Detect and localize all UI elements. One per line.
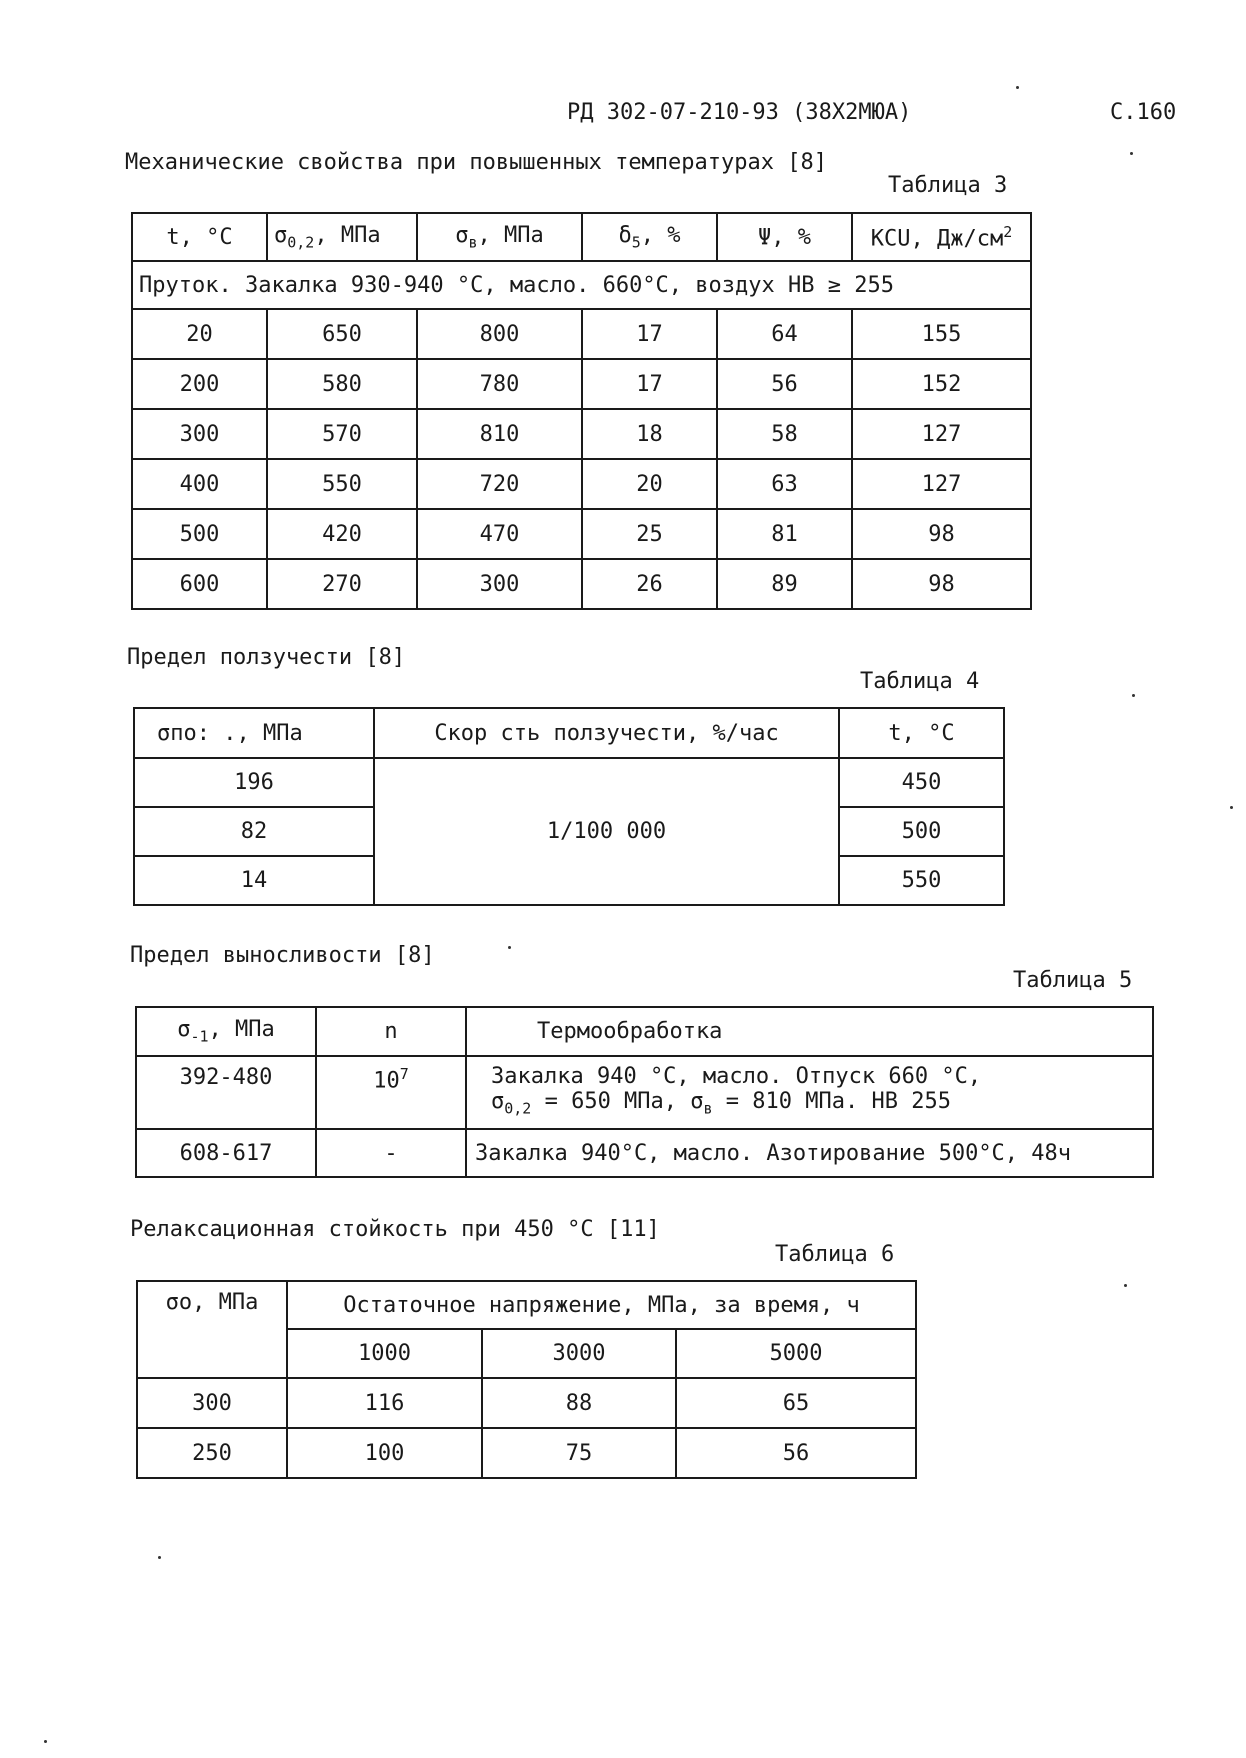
table6-heading: Релаксационная стойкость при 450 °С [11]: [130, 1217, 660, 1242]
cell: 5000: [676, 1329, 916, 1378]
table-row: [136, 1129, 1153, 1177]
table-row: [132, 459, 1031, 509]
table6-label: Таблица 6: [775, 1242, 895, 1267]
cell: 500: [839, 807, 1004, 856]
scan-speck: [158, 1556, 161, 1559]
cell: 720: [417, 459, 582, 509]
header-heat-treatment: Термообработка: [466, 1007, 1153, 1056]
table5-header-row: [136, 1007, 1153, 1056]
cell: 98: [852, 509, 1031, 559]
cell: 250: [137, 1428, 287, 1478]
cell: 100: [287, 1428, 482, 1478]
cell: 400: [132, 459, 267, 509]
superscript: 2: [1003, 222, 1013, 241]
subscript: 5: [631, 233, 641, 252]
scan-speck: [1230, 806, 1233, 809]
cell: 155: [852, 309, 1031, 359]
cell: 81: [717, 509, 852, 559]
treatment-line-1: Закалка 940 °С, масло. Отпуск 660 °С,: [491, 1063, 982, 1089]
table-row: [132, 409, 1031, 459]
delta-symbol: δ: [618, 222, 632, 248]
cell: 780: [417, 359, 582, 409]
text: = 810 МПа. НВ 255: [712, 1088, 951, 1114]
cell: 64: [717, 309, 852, 359]
header-cycles: n: [316, 1007, 466, 1056]
subscript: -1: [190, 1027, 209, 1046]
cell: 82: [134, 807, 374, 856]
unit: , %: [640, 222, 681, 248]
cell: 580: [267, 359, 417, 409]
table-row: [132, 559, 1031, 609]
unit: , МПа: [477, 222, 544, 248]
table3-label: Таблица 3: [888, 173, 1008, 198]
cell: 17: [582, 359, 717, 409]
unit: , МПа: [314, 222, 381, 248]
cell: 127: [852, 409, 1031, 459]
header-impact-strength: [852, 213, 1031, 261]
cell: 500: [132, 509, 267, 559]
subscript: в: [703, 1099, 713, 1118]
header-elongation: [582, 213, 717, 261]
scan-speck: [1130, 152, 1133, 155]
treatment-line-2: [491, 1089, 1146, 1121]
cell: 570: [267, 409, 417, 459]
cell: 89: [717, 559, 852, 609]
cell: 196: [134, 758, 374, 807]
table4: [133, 707, 1005, 906]
header-temperature: t, °C: [839, 708, 1004, 758]
table4-label: Таблица 4: [860, 669, 980, 694]
table4-heading: Предел ползучести [8]: [127, 645, 406, 670]
cell: 58: [717, 409, 852, 459]
sigma-symbol: σ: [274, 222, 288, 248]
subscript: 0,2: [287, 233, 315, 252]
table3-span-row: [132, 261, 1031, 309]
table5-label: Таблица 5: [1013, 968, 1133, 993]
sigma-symbol: σ: [455, 222, 469, 248]
cell: 800: [417, 309, 582, 359]
subscript: 0,2: [504, 1099, 532, 1118]
unit: , МПа: [208, 1017, 275, 1043]
table-row: [132, 359, 1031, 409]
header-endurance-limit: [136, 1007, 316, 1056]
cell: 300: [132, 409, 267, 459]
header-stress: σпо: ., МПа: [134, 708, 374, 758]
header-tensile-strength: [417, 213, 582, 261]
cell: 152: [852, 359, 1031, 409]
table-row: [134, 758, 1004, 807]
sigma-symbol: σ: [177, 1017, 191, 1043]
cell: 650: [267, 309, 417, 359]
cell: 20: [582, 459, 717, 509]
cell: 25: [582, 509, 717, 559]
cell: 200: [132, 359, 267, 409]
header-initial-stress: σо, МПа: [137, 1281, 287, 1378]
table5: [135, 1006, 1154, 1178]
cell: 550: [267, 459, 417, 509]
cell: 26: [582, 559, 717, 609]
cell: 300: [137, 1378, 287, 1428]
table6-header-row: [137, 1281, 916, 1329]
cell: 56: [676, 1428, 916, 1478]
cell: 75: [482, 1428, 676, 1478]
document-code: РД 302-07-210-93 (38Х2МЮА): [567, 100, 912, 125]
table3-header-row: [132, 213, 1031, 261]
cell: 127: [852, 459, 1031, 509]
cell: 3000: [482, 1329, 676, 1378]
cell: 18: [582, 409, 717, 459]
cell: 450: [839, 758, 1004, 807]
cycles-base: 10: [373, 1068, 400, 1094]
cell: 63: [717, 459, 852, 509]
scan-speck: [44, 1740, 47, 1743]
page-number: С.160: [1110, 100, 1177, 125]
scan-speck: [1016, 86, 1019, 89]
table-row: [136, 1056, 1153, 1129]
scan-speck: [1132, 694, 1135, 697]
cell: -: [316, 1129, 466, 1177]
table6: [136, 1280, 917, 1479]
cell: 98: [852, 559, 1031, 609]
text: = 650 МПа, σ: [531, 1088, 704, 1114]
cell: 14: [134, 856, 374, 905]
table-row: [132, 509, 1031, 559]
cell: 420: [267, 509, 417, 559]
scan-speck: [1124, 1284, 1127, 1287]
cell: 810: [417, 409, 582, 459]
header-temperature: t, °C: [132, 213, 267, 261]
cell: 20: [132, 309, 267, 359]
cell: 300: [417, 559, 582, 609]
cell: 65: [676, 1378, 916, 1428]
superscript: 7: [399, 1065, 409, 1083]
table3-heading: Механические свойства при повышенных температурах [8]: [125, 150, 827, 175]
cell: 270: [267, 559, 417, 609]
cell: 470: [417, 509, 582, 559]
header-reduction-of-area: Ψ, %: [717, 213, 852, 261]
sigma-symbol: σ: [491, 1088, 505, 1114]
table5-heading: Предел выносливости [8]: [130, 943, 435, 968]
cell: 392-480: [136, 1056, 316, 1129]
cell: 88: [482, 1378, 676, 1428]
cell: 550: [839, 856, 1004, 905]
table-row: [137, 1378, 916, 1428]
scan-speck: [508, 946, 511, 949]
table-row: [137, 1428, 916, 1478]
cell: [316, 1056, 466, 1129]
cell: 116: [287, 1378, 482, 1428]
cell: 608-617: [136, 1129, 316, 1177]
cell: 1000: [287, 1329, 482, 1378]
unit: KCU, Дж/см: [870, 226, 1004, 252]
header-residual-stress: Остаточное напряжение, МПа, за время, ч: [287, 1281, 916, 1329]
subscript: в: [468, 233, 478, 252]
table4-header-row: [134, 708, 1004, 758]
heat-treatment-note: Пруток. Закалка 930-940 °С, масло. 660°С, воздух НВ ≥ 255: [132, 261, 1031, 309]
header-yield-strength: [267, 213, 417, 261]
cell: 600: [132, 559, 267, 609]
table-row: [132, 309, 1031, 359]
header-creep-rate: Скор сть ползучести, %/час: [374, 708, 839, 758]
table3: [131, 212, 1032, 610]
cell: 56: [717, 359, 852, 409]
cell: [466, 1056, 1153, 1129]
cell: Закалка 940°С, масло. Азотирование 500°С, 48ч: [466, 1129, 1153, 1177]
cell: 17: [582, 309, 717, 359]
creep-rate-value: 1/100 000: [374, 758, 839, 905]
